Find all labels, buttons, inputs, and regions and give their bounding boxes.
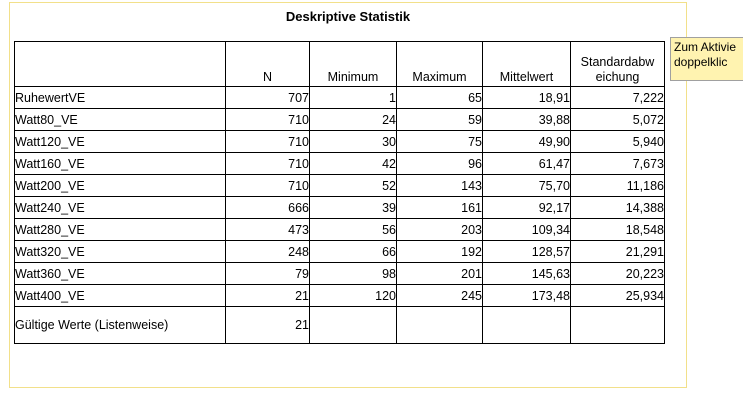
cell-mean: 39,88 [483, 109, 571, 131]
header-standardabweichung: Standardabw eichung [571, 42, 665, 87]
cell-n: 248 [226, 241, 310, 263]
empty-cell [483, 307, 571, 344]
cell-n: 710 [226, 153, 310, 175]
table-row-valid [15, 307, 665, 344]
header-mittelwert: Mittelwert [483, 42, 571, 87]
table-row [15, 175, 665, 197]
cell-sd: 21,291 [571, 241, 665, 263]
table-row [15, 285, 665, 307]
header-minimum: Minimum [310, 42, 397, 87]
cell-min: 1 [310, 87, 397, 109]
cell-mean: 145,63 [483, 263, 571, 285]
header-n: N [226, 42, 310, 87]
cell-sd: 11,186 [571, 175, 665, 197]
cell-sd: 7,222 [571, 87, 665, 109]
cell-sd: 18,548 [571, 219, 665, 241]
pivot-table-frame[interactable] [9, 2, 687, 388]
cell-mean: 75,70 [483, 175, 571, 197]
cell-sd: 5,940 [571, 131, 665, 153]
row-label: Watt280_VE [15, 219, 226, 241]
cell-n: 707 [226, 87, 310, 109]
cell-mean: 92,17 [483, 197, 571, 219]
cell-max: 65 [397, 87, 483, 109]
row-label: Watt360_VE [15, 263, 226, 285]
row-label: RuhewertVE [15, 87, 226, 109]
header-row [15, 42, 665, 87]
row-label-valid: Gültige Werte (Listenweise) [15, 307, 226, 344]
row-label: Watt200_VE [15, 175, 226, 197]
cell-min: 120 [310, 285, 397, 307]
cell-min: 56 [310, 219, 397, 241]
cell-max: 192 [397, 241, 483, 263]
tooltip-line-1: Zum Aktivie [674, 40, 737, 54]
cell-max: 245 [397, 285, 483, 307]
cell-sd: 25,934 [571, 285, 665, 307]
cell-min: 52 [310, 175, 397, 197]
cell-n: 473 [226, 219, 310, 241]
table-title: Deskriptive Statistik [285, 9, 411, 24]
cell-sd: 5,072 [571, 109, 665, 131]
cell-n: 666 [226, 197, 310, 219]
cell-n: 21 [226, 307, 310, 344]
header-maximum: Maximum [397, 42, 483, 87]
empty-cell [571, 307, 665, 344]
cell-max: 201 [397, 263, 483, 285]
table-row [15, 263, 665, 285]
descriptive-statistics-table[interactable] [14, 41, 665, 344]
cell-min: 39 [310, 197, 397, 219]
header-corner [15, 42, 226, 87]
cell-mean: 128,57 [483, 241, 571, 263]
row-label: Watt80_VE [15, 109, 226, 131]
cell-sd: 14,388 [571, 197, 665, 219]
table-row [15, 109, 665, 131]
cell-mean: 173,48 [483, 285, 571, 307]
cell-max: 96 [397, 153, 483, 175]
row-label: Watt320_VE [15, 241, 226, 263]
table-row [15, 197, 665, 219]
cell-n: 710 [226, 175, 310, 197]
cell-max: 161 [397, 197, 483, 219]
row-label: Watt240_VE [15, 197, 226, 219]
cell-n: 710 [226, 109, 310, 131]
cell-mean: 109,34 [483, 219, 571, 241]
row-label: Watt120_VE [15, 131, 226, 153]
cell-min: 42 [310, 153, 397, 175]
cell-n: 79 [226, 263, 310, 285]
table-row [15, 241, 665, 263]
cell-mean: 61,47 [483, 153, 571, 175]
row-label: Watt400_VE [15, 285, 226, 307]
cell-n: 710 [226, 131, 310, 153]
cell-max: 203 [397, 219, 483, 241]
table-row [15, 219, 665, 241]
cell-min: 98 [310, 263, 397, 285]
cell-min: 30 [310, 131, 397, 153]
row-label: Watt160_VE [15, 153, 226, 175]
cell-sd: 20,223 [571, 263, 665, 285]
cell-max: 143 [397, 175, 483, 197]
cell-sd: 7,673 [571, 153, 665, 175]
cell-min: 24 [310, 109, 397, 131]
cell-mean: 18,91 [483, 87, 571, 109]
table-row [15, 153, 665, 175]
cell-min: 66 [310, 241, 397, 263]
cell-n: 21 [226, 285, 310, 307]
cell-max: 75 [397, 131, 483, 153]
empty-cell [397, 307, 483, 344]
activation-tooltip [670, 37, 743, 81]
table-row [15, 131, 665, 153]
cell-mean: 49,90 [483, 131, 571, 153]
table-row [15, 87, 665, 109]
tooltip-line-2: doppelklic [674, 55, 728, 69]
empty-cell [310, 307, 397, 344]
cell-max: 59 [397, 109, 483, 131]
